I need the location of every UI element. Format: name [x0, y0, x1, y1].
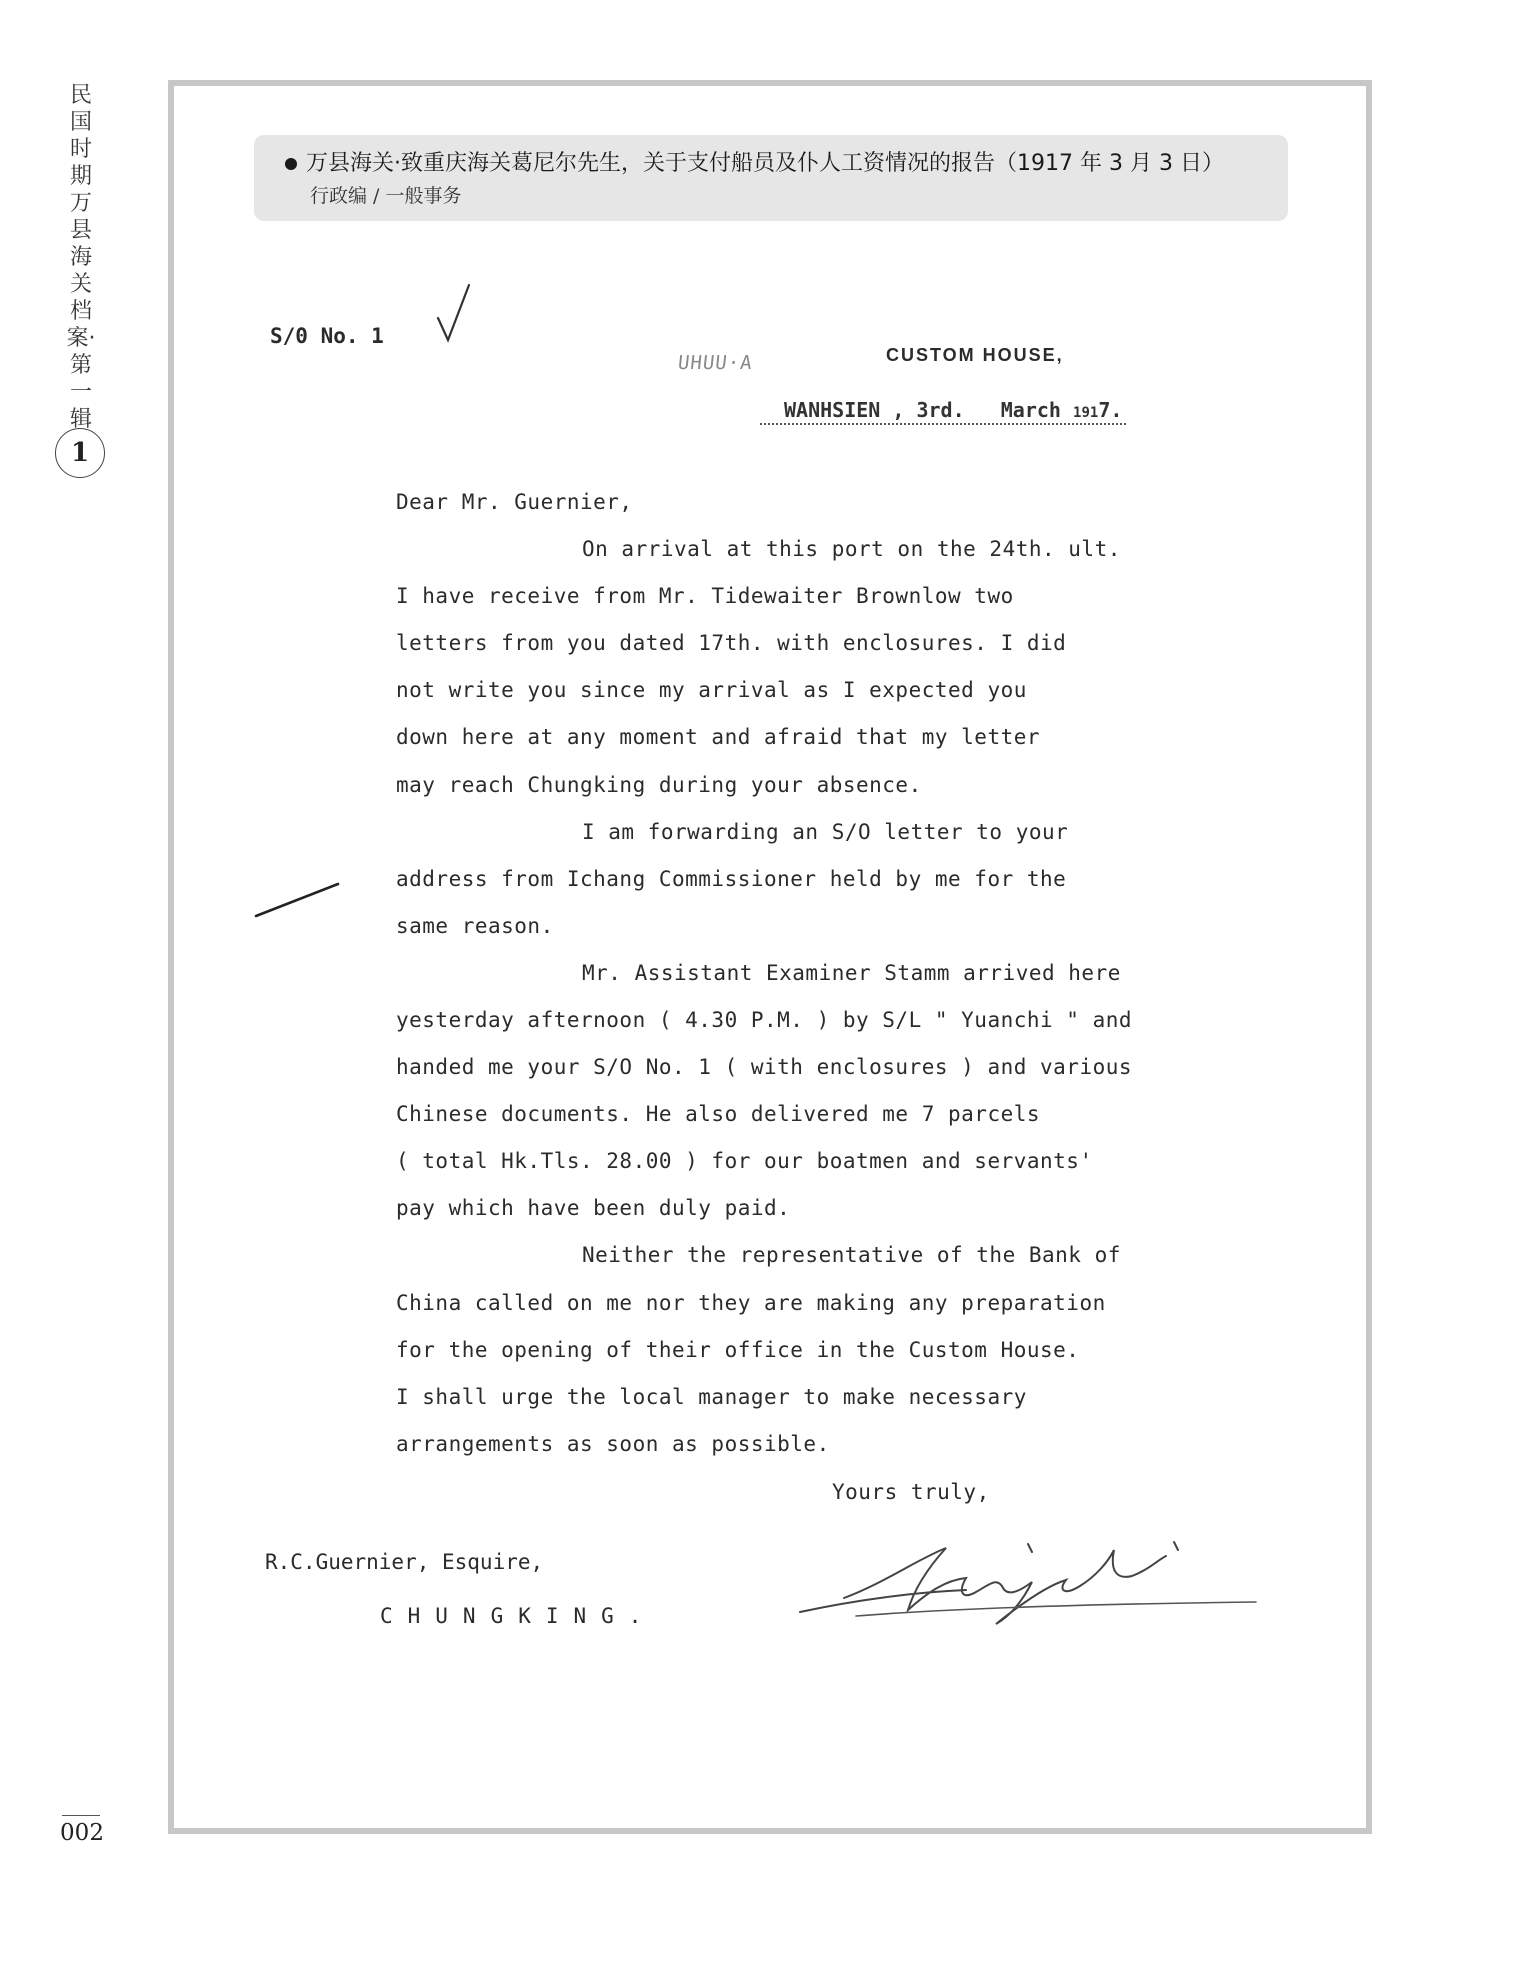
salutation: Dear Mr. Guernier, — [396, 490, 633, 514]
date-place: WANHSIEN — [784, 398, 881, 422]
page-number-rule — [62, 1815, 100, 1816]
letter-line: down here at any moment and afraid that my letter — [396, 725, 1041, 749]
checkmark-icon — [436, 282, 472, 344]
letter-line: handed me your S/O No. 1 ( with enclosures ) and various — [396, 1055, 1133, 1079]
date-day: , 3rd. — [892, 398, 965, 422]
letter-line: same reason. — [396, 914, 554, 938]
date-month: March — [1000, 398, 1061, 422]
letter-line: Neither the representative of the Bank of — [582, 1243, 1121, 1267]
caption-bullet-icon — [285, 158, 297, 170]
handwritten-signature — [796, 1520, 1276, 1630]
letter-reference: S/0 No. 1 — [270, 324, 384, 348]
letter-line: for the opening of their office in the Custom House. — [396, 1338, 1080, 1362]
margin-pen-mark — [254, 880, 340, 920]
letter-line: I am forwarding an S/O letter to your — [582, 820, 1069, 844]
addressee-name: R.C.Guernier, Esquire, — [265, 1550, 544, 1574]
letter-line: Chinese documents. He also delivered me 7 parcels — [396, 1102, 1041, 1126]
letter-line: ( total Hk.Tls. 28.00 ) for our boatmen and servants' — [396, 1149, 1093, 1173]
letter-line: letters from you dated 17th. with enclosures. I did — [396, 631, 1067, 655]
letter-line: not write you since my arrival as I expected you — [396, 678, 1027, 702]
letter-line: pay which have been duly paid. — [396, 1196, 791, 1220]
office-name: CUSTOM HOUSE, — [886, 345, 1064, 365]
received-stamp: UHUU·A — [676, 352, 754, 374]
letter-line: I shall urge the local manager to make necessary — [396, 1385, 1027, 1409]
letter-line: may reach Chungking during your absence. — [396, 773, 922, 797]
letter-line: yesterday afternoon ( 4.30 P.M. ) by S/L " Yuanchi " and — [396, 1008, 1133, 1032]
caption-subtitle: 行政编 / 一般事务 — [310, 185, 462, 207]
book-series-title: 民国时期万县海关档案·第一辑 — [66, 83, 96, 432]
letter-line: China called on me nor they are making any preparation — [396, 1291, 1106, 1315]
closing: Yours truly, — [832, 1480, 990, 1504]
letter-line: Mr. Assistant Examiner Stamm arrived here — [582, 961, 1121, 985]
volume-number-badge: 1 — [55, 428, 105, 478]
letter-line: address from Ichang Commissioner held by me for the — [396, 867, 1067, 891]
letter-line: arrangements as soon as possible. — [396, 1432, 830, 1456]
addressee-city: CHUNGKING. — [380, 1604, 657, 1628]
date-year-prefix: 191 — [1073, 405, 1099, 421]
letter-date — [760, 398, 1126, 425]
caption-title: 万县海关·致重庆海关葛尼尔先生，关于支付船员及仆人工资情况的报告（1917 年 3 月 3 日） — [306, 151, 1224, 176]
date-year-suffix: 7. — [1098, 398, 1123, 422]
letter-line: On arrival at this port on the 24th. ult. — [582, 537, 1121, 561]
letter-line: I have receive from Mr. Tidewaiter Brownlow two — [396, 584, 1014, 608]
page-number: 002 — [60, 1820, 104, 1846]
